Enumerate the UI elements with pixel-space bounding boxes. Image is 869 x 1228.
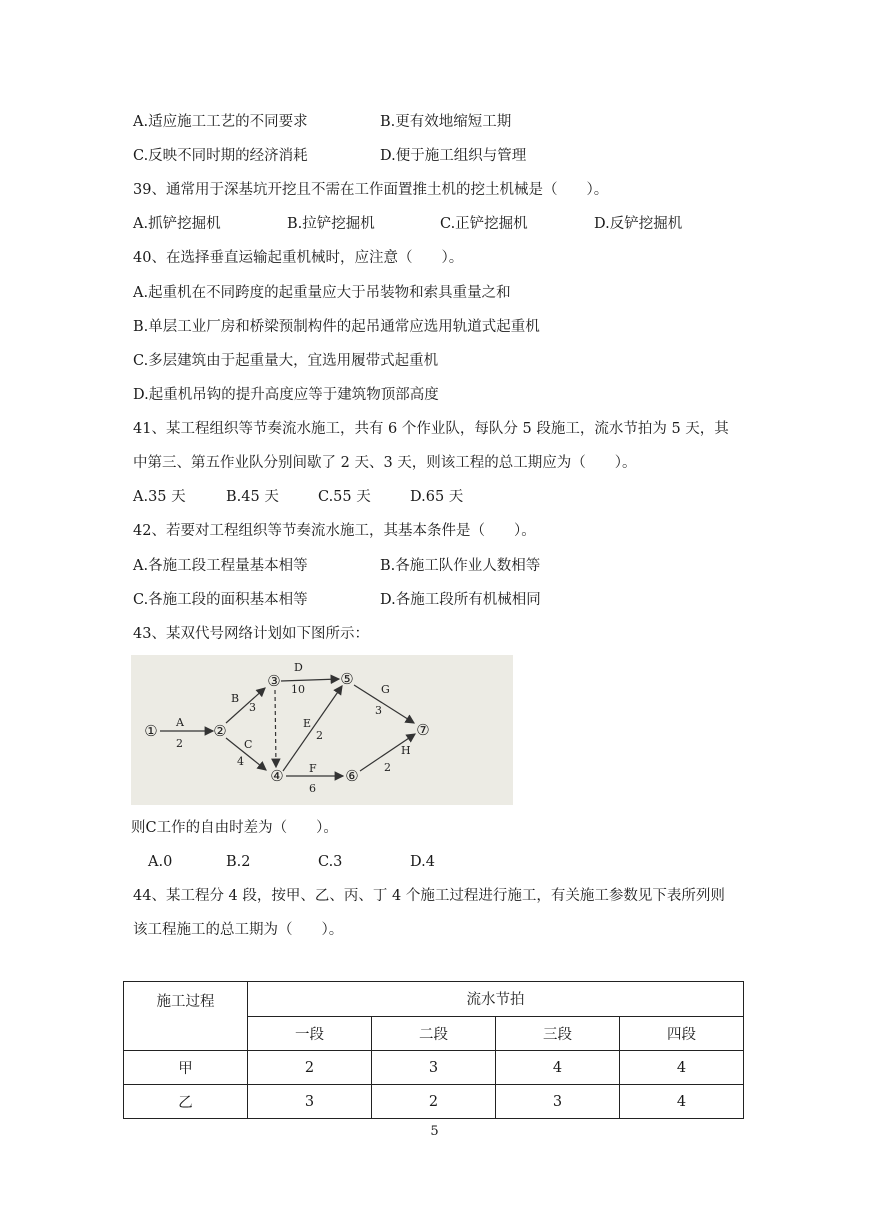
table-row [124,1051,744,1085]
q39-option-b: B.拉铲挖掘机 [287,216,375,232]
activity-c-name: C [244,738,253,751]
q42-option-c: C.各施工段的面积基本相等 [133,592,308,608]
q42-option-d: D.各施工段所有机械相同 [380,592,541,608]
activity-g-name: G [381,683,390,696]
activity-f-name: F [309,762,317,775]
arrow-d [281,679,339,681]
q43-option-d: D.4 [410,854,435,870]
q41-stem-line2: 中第三、第五作业队分别间歇了 2 天、3 天，则该工程的总工期应为（ ）。 [133,455,637,471]
q40-option-a: A.起重机在不同跨度的起重量应大于吊装物和索具重量之和 [133,285,511,301]
header-segment-2: 二段 [372,1016,496,1051]
activity-e-duration: 2 [316,729,323,742]
header-segment-4: 四段 [620,1016,744,1051]
q40-stem: 40、在选择垂直运输起重机械时，应注意（ ）。 [133,250,464,266]
q40-option-c: C.多层建筑由于起重量大，宜选用履带式起重机 [133,353,439,369]
node-7: ⑦ [416,721,430,739]
header-process: 施工过程 [124,982,248,1051]
q38-option-c: C.反映不同时期的经济消耗 [133,148,308,164]
activity-f-duration: 6 [309,782,316,795]
q40-option-b: B.单层工业厂房和桥梁预制构件的起吊通常应选用轨道式起重机 [133,319,540,335]
header-flow-beat: 流水节拍 [248,982,744,1017]
q39-option-c: C.正铲挖掘机 [440,216,528,232]
cell-value: 2 [248,1051,372,1085]
q39-option-a: A.抓铲挖掘机 [133,216,221,232]
network-diagram [131,655,513,805]
q43-option-a: A.0 [148,854,173,870]
node-3: ③ [267,672,281,690]
activity-c-duration: 4 [237,755,244,768]
q41-option-a: A.35 天 [133,489,186,505]
activity-b-name: B [231,692,240,705]
node-1: ① [144,722,158,740]
q44-stem-line1: 44、某工程分 4 段，按甲、乙、丙、丁 4 个施工过程进行施工，有关施工参数见下表所列则 [133,888,725,904]
activity-d-name: D [294,661,303,674]
activity-d-duration: 10 [291,683,305,696]
activity-h-name: H [401,744,411,757]
node-6: ⑥ [345,767,359,785]
node-4: ④ [270,767,284,785]
q40-option-d: D.起重机吊钩的提升高度应等于建筑物顶部高度 [133,387,439,403]
q41-option-d: D.65 天 [410,489,464,505]
q41-option-b: B.45 天 [226,489,279,505]
activity-h-duration: 2 [384,761,391,774]
arrow-dummy [275,690,276,767]
header-segment-1: 一段 [248,1016,372,1051]
cell-value: 3 [496,1085,620,1119]
q41-option-c: C.55 天 [318,489,371,505]
q38-option-a: A.适应施工工艺的不同要求 [133,114,308,130]
node-5: ⑤ [340,670,354,688]
q38-option-d: D.便于施工组织与管理 [380,148,527,164]
activity-g-duration: 3 [375,704,382,717]
activity-a-duration: 2 [176,737,183,750]
q38-option-b: B.更有效地缩短工期 [380,114,512,130]
q42-option-b: B.各施工队作业人数相等 [380,558,541,574]
q43-question: 则C工作的自由时差为（ ）。 [131,820,338,836]
table-row [124,1085,744,1119]
q39-option-d: D.反铲挖掘机 [594,216,683,232]
q39-stem: 39、通常用于深基坑开挖且不需在工作面置推土机的挖土机械是（ ）。 [133,182,609,198]
activity-b-duration: 3 [249,701,256,714]
q43-option-b: B.2 [226,854,251,870]
activity-a-name: A [176,716,184,729]
cell-value: 3 [372,1051,496,1085]
q42-option-a: A.各施工段工程量基本相等 [133,558,308,574]
q43-option-c: C.3 [318,854,343,870]
q42-stem: 42、若要对工程组织等节奏流水施工，其基本条件是（ ）。 [133,523,536,539]
header-segment-3: 三段 [496,1016,620,1051]
cell-value: 4 [620,1051,744,1085]
row-process: 甲 [124,1051,248,1085]
activity-e-name: E [303,717,312,730]
q44-stem-line2: 该工程施工的总工期为（ ）。 [133,922,344,938]
q43-stem: 43、某双代号网络计划如下图所示： [133,626,369,642]
q41-stem-line1: 41、某工程组织等节奏流水施工，共有 6 个作业队，每队分 5 段施工，流水节拍为 5 天，其 [133,421,729,437]
cell-value: 4 [620,1085,744,1119]
row-process: 乙 [124,1085,248,1119]
cell-value: 4 [496,1051,620,1085]
cell-value: 2 [372,1085,496,1119]
flow-params-table [123,981,744,1119]
arrow-e [283,686,342,771]
node-2: ② [213,722,227,740]
cell-value: 3 [248,1085,372,1119]
page-number: 5 [430,1124,439,1139]
